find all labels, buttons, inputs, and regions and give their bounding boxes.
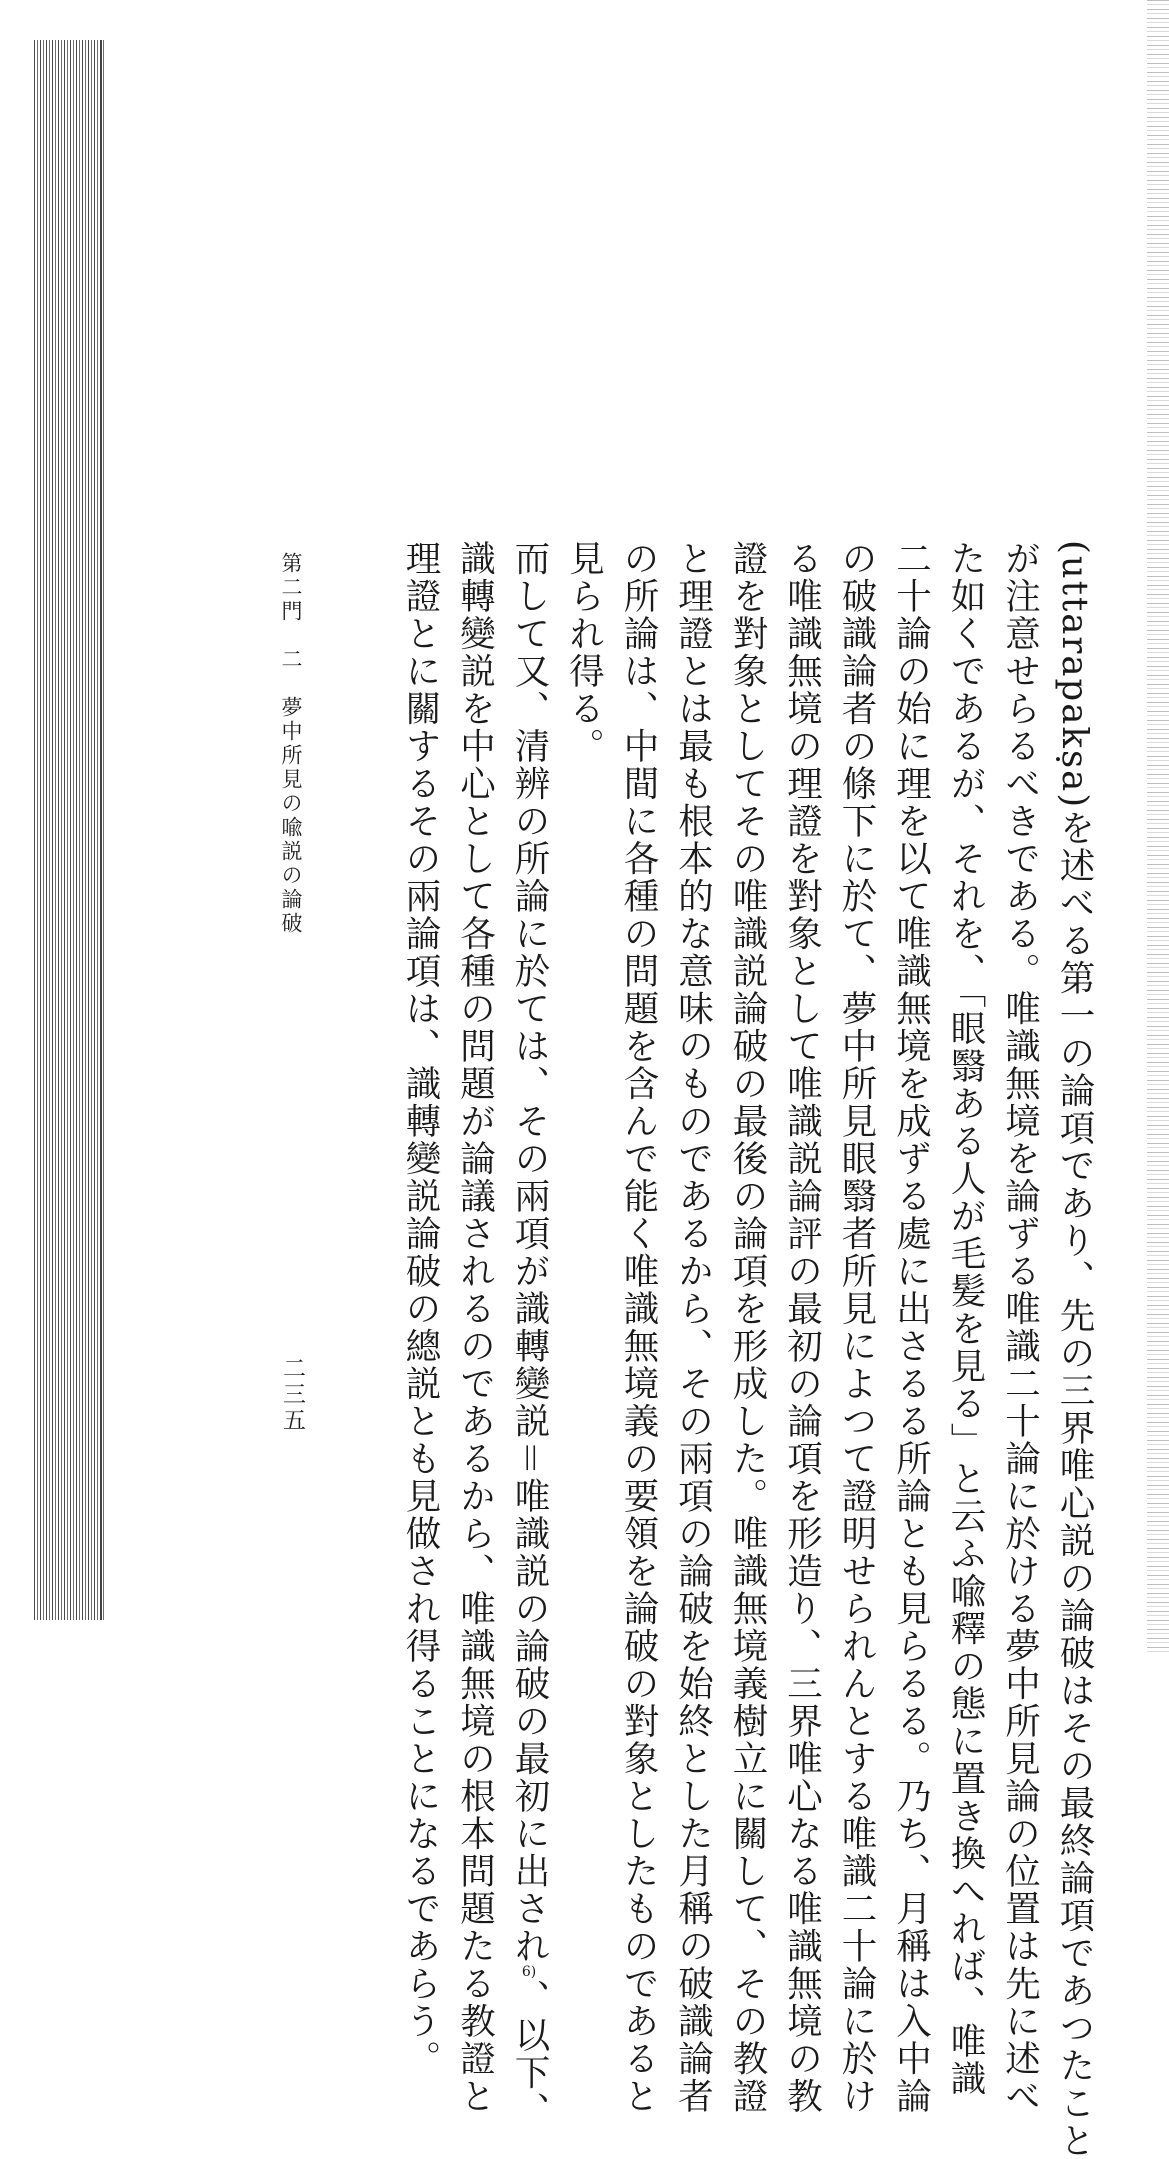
text-line: が注意せらるべきである。唯識無境を論ずる唯識二十論に於ける夢中所見論の位置は先に述べ [999, 540, 1041, 2115]
text-line: 見られ得る。 [563, 540, 605, 765]
main-text-block [393, 540, 1102, 2159]
page-right-edge [1147, 0, 1169, 1652]
text-line: の所論は、中間に各種の問題を含んで能く唯識無境義の要領を論破の對象としたものであると [618, 540, 659, 2115]
text-line: (uttarapakṣa)を述べる第一の論項であり、先の三界唯心説の論破はその最終論項であつたこと [1054, 540, 1095, 2159]
text-line: 二十論の始に理を以て唯識無境を成ずる處に出さるる所論とも見らるる。乃ち、月稱は入中論 [890, 540, 932, 2115]
book-binding-edge [34, 40, 106, 1620]
text-line: 理證とに關するその兩論項は、識轉變説論破の總説とも見做され得ることになるであらう。 [400, 540, 441, 2078]
text-line: 證を對象としてその唯識説論破の最後の論項を形成した。唯識無境義樹立に關して、その教證 [727, 540, 768, 2115]
text-line: の破識論者の條下に於て、夢中所見眼翳者所見によつて證明せられんとする唯識二十論に於け [836, 540, 877, 2115]
text-line: 識轉變説を中心として各種の問題が論議されるのであるから、唯識無境の根本問題たる教證と [454, 540, 496, 2115]
page-number: 二三五 [279, 1356, 305, 1434]
running-footer-title: 第二門 二 夢中所見の喩説の論破 [279, 552, 303, 936]
text-line: と理證とは最も根本的な意味のものであるから、その兩項の論破を始終とした月稱の破識論者 [672, 540, 714, 2115]
text-line: る唯識無境の理證を對象として唯識説論評の最初の論項を形造り、三界唯心なる唯識無境の教 [781, 540, 823, 2115]
text-line: 而して又、清辨の所論に於ては、その兩項が識轉變説＝唯識説の論破の最初に出され6)、以下、 [509, 540, 550, 2129]
text-line: た如くであるが、それを、「眼翳ある人が毛髪を見る」と云ふ喩釋の態に置き換へれば、唯識 [945, 540, 986, 2098]
binding-line [100, 40, 102, 1620]
footnote-marker: 6) [521, 1965, 537, 1979]
